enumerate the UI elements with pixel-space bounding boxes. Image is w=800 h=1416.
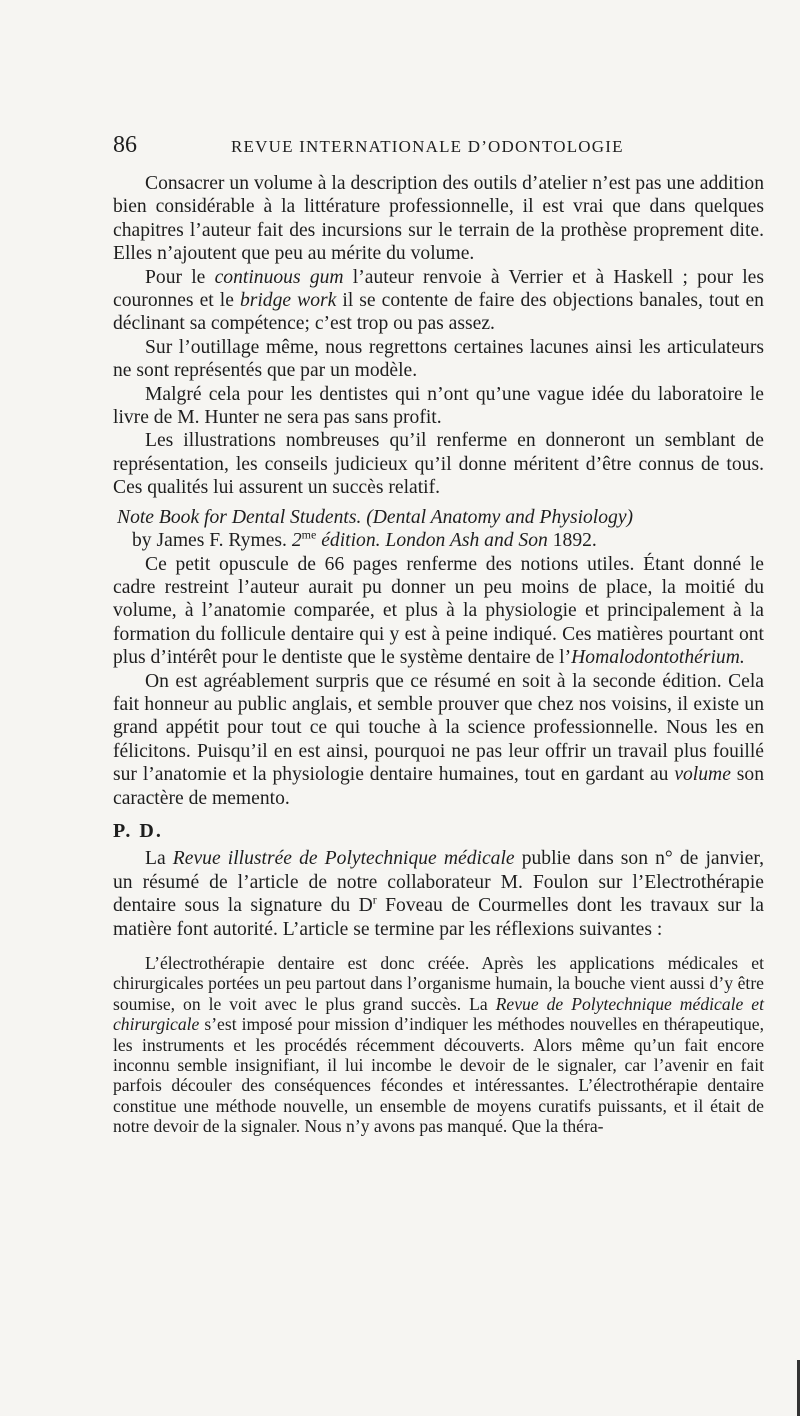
running-title: REVUE INTERNATIONALE D’ODONTOLOGIE (231, 137, 624, 156)
review-paragraph-1: Ce petit opuscule de 66 pages renferme des notions utiles. Étant donné le cadre restreint l’auteur aurait pu donner un peu moins de place, la moitié du volume, à l’anatomie comparée, et plus à la physiologie et principalement à la formation du follicule dentaire qui y est à peine indiqué. Ces matières pourtant ont plus d’intérêt pour le dentiste que le système dentaire de l’Homalodontothérium. (113, 553, 764, 669)
running-head (113, 132, 764, 172)
quoted-passage (113, 953, 764, 1137)
document-page (113, 132, 764, 1137)
review-signature: P. D. (113, 819, 163, 842)
book-meta: by James F. Rymes. $2^{me}$ édition. London Ash and Son 1892. (132, 527, 597, 552)
italic-continuous-gum: continuous gum (214, 266, 344, 288)
quote-paragraph: L’électrothérapie dentaire est donc créée. Après les applications médicales et chirurgicales portées un peu partout dans l’organisme humain, la bouche vient aussi d’y être soumise, on le voit avec le plus grand succès. La Revue de Polytechnique médicale et chirurgicale s’est imposé pour mission d’indiquer les méthodes nouvelles en thérapeutique, les instruments et les procédés récemment découverts. Alors même qu’un fait encore inconnu semble insignifiant, il lui incombe le devoir de le signaler, car l’avenir en fait parfois découler des conséquences fécondes et intéressantes. L’électrothérapie dentaire constitue une méthode nouvelle, un ensemble de moyens curatifs puissants, et il était de notre devoir de la signaler. Nous n’y avons pas manqué. Que la théra- (113, 953, 764, 1137)
italic-bridge-work: bridge work (239, 290, 337, 312)
paragraph-4: Malgré cela pour les dentistes qui n’ont qu’une vague idée du laboratoire le livre de M. Hunter ne sera pas sans profit. (113, 383, 764, 429)
paragraph-2: Pour le continuous gum l’auteur renvoie à Verrier et à Haskell ; pour les couronnes et le bridge work il se contente de faire des objections banales, tout en déclinant sa compétence; c’est trop ou pas assez. (113, 266, 765, 335)
notice-paragraph: La Revue illustrée de Polytechnique médicale publie dans son n° de janvier, un résumé de l’article de notre collaborateur M. Foulon sur l’Electrothérapie dentaire sous la signature du $D^r$ Foveau de Courmelles dont les travaux sur la matière font autorité. L’article se termine par les réflexions suivantes : (113, 848, 765, 940)
paragraph-3: Sur l’outillage même, nous regrettons certaines lacunes ainsi les articulateurs ne sont représentés que par un modèle. (113, 336, 764, 382)
paragraph-5: Les illustrations nombreuses qu’il renferme en donneront un semblant de représentation, les conseils judicieux qu’il donne méritent d’être connus de tous. Ces qualités lui assurent un succès relatif. (113, 430, 764, 499)
book-title: Note Book for Dental Students. (Dental Anatomy and Physiology) (117, 506, 634, 528)
paragraph-1: Consacrer un volume à la description des outils d’atelier n’est pas une addition bien considérable à la littérature professionnelle, il est vrai que dans quelques chapitres l’auteur fait des incursions sur le terrain de la prothèse proprement dite. Elles n’ajoutent que peu au mérite du volume. (113, 173, 764, 265)
page-number: 86 (113, 132, 137, 158)
review-paragraph-2: On est agréablement surpris que ce résumé en soit à la seconde édition. Cela fait honneur au public anglais, et semble prouver que chez nos voisins, il existe un grand appétit pour tout ce qui touche à la science professionnelle. Nous les en félicitons. Puisqu’il en est ainsi, pourquoi ne pas leur offrir un travail plus fouillé sur l’anatomie et la physiologie dentaire humaines, tout en gardant au volume son caractère de memento. (113, 670, 764, 809)
